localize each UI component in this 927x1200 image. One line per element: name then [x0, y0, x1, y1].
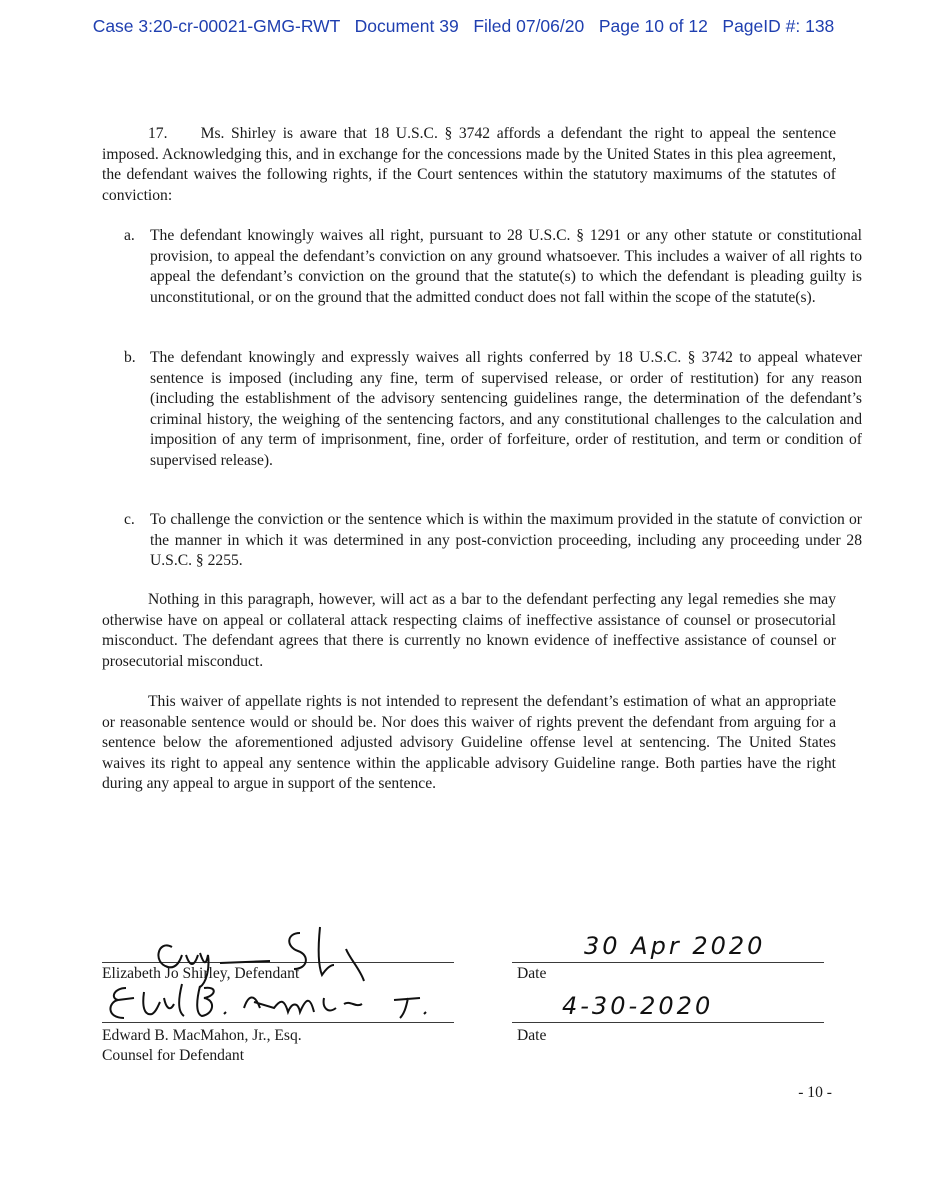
page-of: Page 10 of 12: [598, 16, 708, 36]
list-marker: a.: [124, 227, 135, 244]
paragraph-nothing: Nothing in this paragraph, however, will act as a bar to the defendant perfecting any legal remedies she may otherwise have on appeal or collateral attack respecting claims of ineffective assistance of counsel or prosecutorial misconduct. The defendant agrees that there is currently no known evidence of ineffective assistance of counsel or prosecutorial misconduct.: [102, 591, 836, 670]
list-item-text: To challenge the conviction or the sentence which is within the maximum provided in the statute of conviction or the manner in which it was determined in any post-conviction proceeding, including any proceeding under 28 U.S.C. § 2255.: [150, 511, 862, 569]
paragraph-waiver: This waiver of appellate rights is not intended to represent the defendant’s estimation of what an appropriate or reasonable sentence would or should be. Nor does this waiver of rights prevent the defendant from arguing for a sentence below the aforementioned adjusted advisory Guideline offense level at sentencing. The United States waives its right to appeal any sentence within the applicable advisory Guideline range. Both parties have the right during any appeal to argue in support of the sentence.: [102, 693, 836, 792]
list-item-c: [124, 510, 862, 572]
page-id: PageID #: 138: [722, 16, 835, 36]
filed-date: Filed 07/06/20: [473, 16, 585, 36]
defendant-name-label: Elizabeth Jo Shirley, Defendant: [102, 965, 300, 982]
document-number: Document 39: [354, 16, 459, 36]
page-number: - 10 -: [798, 1084, 832, 1101]
list-marker: c.: [124, 511, 135, 528]
paragraph-17: 17. Ms. Shirley is aware that 18 U.S.C. § 3742 affords a defendant the right to appeal the sentence imposed. Acknowledging this, and in exchange for the concessions made by the United States in this plea agreement, the defendant waives the following rights, if the Court sentences within the statutory maximums of the statutes of conviction:: [102, 125, 836, 204]
list-item-text: The defendant knowingly waives all right, pursuant to 28 U.S.C. § 1291 or any other statute or constitutional provision, to appeal the defendant’s conviction on any ground whatsoever. This includes a waiver of all rights to appeal the defendant’s conviction on the ground that the statute(s) to which the defendant is pleading guilty is unconstitutional, or on the ground that the admitted conduct does not fall within the scope of the statute(s).: [150, 227, 862, 306]
case-number: Case 3:20-cr-00021-GMG-RWT: [92, 16, 341, 36]
counsel-name: Edward B. MacMahon, Jr., Esq.: [102, 1027, 302, 1044]
date-label-1: Date: [517, 965, 547, 982]
date-line-1: [512, 962, 824, 963]
list-item-text: The defendant knowingly and expressly waives all rights conferred by 18 U.S.C. § 3742 to appeal whatever sentence is imposed (including any fine, term of supervised release, or order of restitution) for any reason (including the establishment of the advisory sentencing guidelines range, the determination of the defendant’s criminal history, the weighing of the sentencing factors, and any constitutional challenges to the calculation and imposition of any term of imprisonment, fine, order of forfeiture, order of restitution, and term or condition of supervised release).: [150, 349, 862, 469]
counsel-signature: [104, 978, 444, 1028]
date-label-2: Date: [517, 1027, 547, 1044]
handwritten-date-1: 30 Apr 2020: [584, 932, 766, 960]
list-marker: b.: [124, 349, 136, 366]
list-item-b: [124, 348, 862, 471]
date-line-2: [512, 1022, 824, 1023]
handwritten-date-2: 4-30-2020: [562, 992, 714, 1020]
counsel-role: Counsel for Defendant: [102, 1047, 245, 1064]
court-filing-header: [0, 16, 927, 37]
list-item-a: [124, 226, 862, 308]
